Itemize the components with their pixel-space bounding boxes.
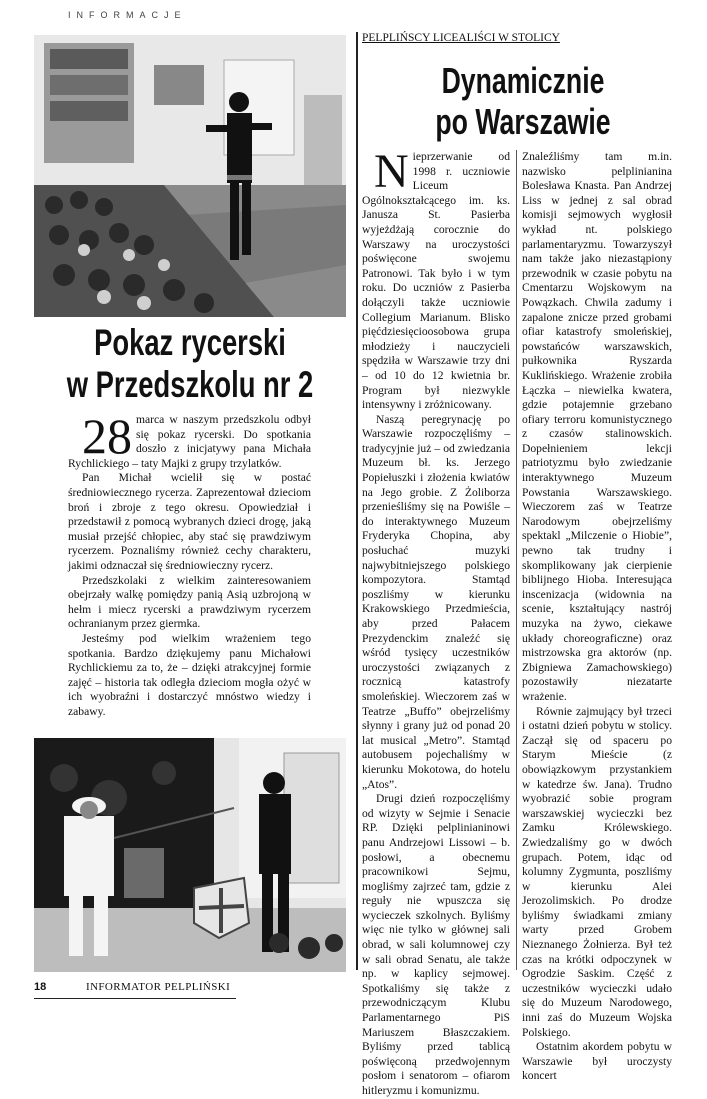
right-article-dropcap: N	[374, 145, 409, 198]
left-article-body	[68, 408, 311, 735]
left-article-paragraph: Jesteśmy pod wielkim wrażeniem tego spotkania. Bardzo dziękujemy panu Michałowi Rychlickiemu za to, że – dzięki atrakcyjnej formie zajęć – historia tak odległa dzieciom mogła ożyć w ich wyobraźni i dostarczyć mnóstwo wiedzy i zabawy.	[68, 631, 311, 718]
left-article-title-line1: Pokaz rycerski	[94, 322, 286, 363]
right-article-paragraph: ieprzerwanie od 1998 r. uczniowie Liceum Ogólnokształcącego im. ks. Janusza St. Pasierba wyjeżdżają corocznie do Warszawy na uroczystości poświęcone swojemu Patronowi. Tak było i w tym roku. Do uczniów z Pasierba dołączyli także uczniowie Collegium Marianum. Blisko pięćdziesięcioosobowa grupa młodzieży i nauczycieli spędziła w Warszawie trzy dni – od 10 do 12 kwietnia br. Program był niezwykle intensywny i zróżnicowany.	[362, 150, 510, 412]
right-article-paragraph: Równie zajmujący był trzeci i ostatni dzień pobytu w stolicy. Zaczął się od spaceru po Starym Mieście (z obowiązkowym przystankiem w katedrze św. Jana). Trudno wyobrazić sobie program warszawskiej wycieczki bez Zamku Królewskiego. Zwiedzaliśmy go w dwóch grupach. Potem, idąc od kolumny Zygmunta, poszliśmy w kierunku Alei Jerozolimskich. Po drodze byliśmy świadkami zmiany warty przed Grobem Nieznanego Żołnierza. Był też czas na krótki odpoczynek w Ogrodzie Saskim. Część z uczestników wycieczki udało się do Muzeum Narodowego, inni zaś do Muzeum Wojska Polskiego.	[522, 704, 672, 1039]
right-article-column-1	[362, 145, 510, 1097]
right-article-column-2	[522, 150, 672, 1083]
left-article-paragraph: Pan Michał wcielił się w postać średniowiecznego rycerza. Zaprezentował dzieciom broń i zbroje z tego okresu. Opowiedział i przedstawił z pomocą wybranych dzieci drogę, jaką musiał przejść chłopiec, aby stać się prawdziwym rycerzem. Poznaliśmy również cechy charakteru, jakimi odznaczał się średniowieczny rycerz.	[68, 471, 311, 572]
right-article-paragraph: Ostatnim akordem pobytu w Warszawie był uroczysty koncert	[522, 1040, 672, 1083]
knight-duel-photo	[34, 738, 346, 972]
left-article-paragraph: Przedszkolaki z wielkim zainteresowaniem obejrzały walkę pomiędzy panią Asią uzbrojoną w hełm i miecz rycerski a prawdziwym rycerzem ochranianym przez giermka.	[68, 573, 311, 631]
right-article-paragraph: Naszą peregrynację po Warszawie rozpoczęliśmy – tradycyjnie już – od zwiedzania Muzeum bł. ks. Jerzego Popiełuszki i złożenia kwiatów na Jego grobie. Z Żoliborza przenieśliśmy się na Powiśle – do interaktywnego Muzeum Fryderyka Chopina, aby posłuchać muzyki najwybitniejszego polskiego kompozytora. Stamtąd poszliśmy w kierunku Krakowskiego Przedmieścia, aby przed Pałacem Prezydenckim znaleźć się wśród tysięcy uczestników uroczystości związanych z rocznicą katastrofy smoleńskiej. Wieczorem zaś w Teatrze „Buffo” obejrzeliśmy słynny i grany już od ponad 20 lat musical „Metro”. Stamtąd autobusem pojechaliśmy w kierunku Mokotowa, do hotelu „Atos”.	[362, 412, 510, 791]
knight-show-photo	[34, 35, 346, 317]
page-number: 18	[34, 981, 47, 993]
section-label: INFORMACJE	[68, 10, 187, 20]
publication-name: INFORMATOR PELPLIŃSKI	[86, 981, 231, 993]
right-article-paragraph: Znaleźliśmy tam m.in. nazwisko pelplinianina Bolesława Knasta. Pan Andrzej Liss w jednej z sal obrad komisji sejmowych wygłosił wykład nt. polskiego parlamentaryzmu. Towarzyszył nam także jako niezastąpiony przewodnik w czasie pobytu na Cmentarzu Wojskowym na Powązkach. Chwila zadumy i zapalone znicze przed grobami ofiar katastrofy smoleńskiej, powstańców warszawskich, pułkownika Ryszarda Kuklińskiego. Wrażenie zrobiła Łączka – niewielka kwatera, gdzie potajemnie grzebano ofiary terroru komunistycznego z czasów stalinowskich. Dopełnieniem lekcji patriotyzmu było zwiedzanie interaktywnego Muzeum Powstania Warszawskiego. Wieczorem zaś w Teatrze Narodowym obejrzeliśmy spektakl „Milczenie o Hiobie”, pewno tak trudny i skomplikowany jak cierpienie biblijnego Hioba. Interesująca inscenizacja (widownia na scenie, kształtujący nastrój muzyka na żywo, ciekawe układy choreograficzne) oraz mistrzowska gra aktorów (np. Zbigniewa Zamachowskiego) pozostawiły niezatarte wrażenie.	[522, 150, 672, 703]
page-divider	[356, 32, 358, 970]
right-article-kicker: PELPLIŃSCY LICEALIŚCI W STOLICY	[362, 32, 560, 44]
right-article-paragraph: Drugi dzień rozpoczęliśmy od wizyty w Sejmie i Senacie RP. Dzięki pelplinianinowi panu Andrzejowi Lissowi – b. posłowi, a obecnemu pracownikowi Sejmu, mogliśmy zajrzeć tam, gdzie z reguły nie wpuszcza się wycieczek szkolnych. Byliśmy więc nie tylko w głównej sali obrad, w sali kolumnowej czy w sali obrad Senatu, ale także np. w kaplicy sejmowej. Spotkaliśmy się także z przewodniczącym Klubu Parlamentarnego PiS Mariuszem Błaszczakiem. Byliśmy przed tablicą poświęconą przedwojennym posłom i senatorom – ofiarom hitleryzmu i komunizmu.	[362, 792, 510, 1097]
right-article-title-line1: Dynamicznie	[441, 60, 605, 101]
column-divider	[516, 150, 517, 970]
footer-rule	[34, 998, 236, 999]
left-article-title-line2: w Przedszkolu nr 2	[66, 364, 314, 405]
left-article-dropcap: 28	[82, 408, 132, 464]
left-article-paragraph: marca w naszym przedszkolu odbył się pokaz rycerski. Do spotkania doszło z inicjatywy pana Michała Rychlickiego – taty Majki z grupy trzylatków.	[68, 413, 311, 470]
right-article-title-line2: po Warszawie	[435, 101, 611, 142]
